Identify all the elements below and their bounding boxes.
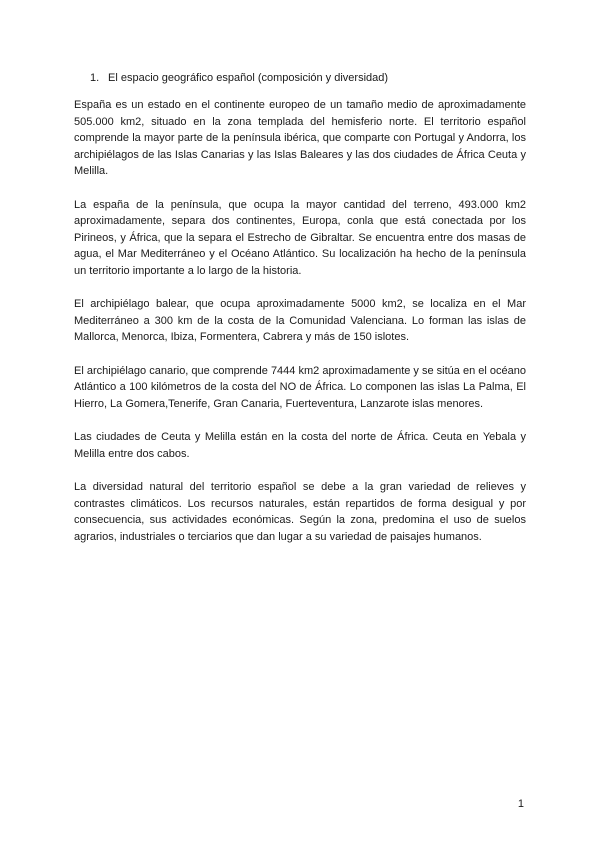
heading-title: El espacio geográfico español (composición y diversidad) (108, 72, 389, 84)
paragraph-ceuta-melilla: Las ciudades de Ceuta y Melilla están en la costa del norte de África. Ceuta en Yebala y Melilla entre dos cabos. (74, 431, 526, 460)
body-text (74, 97, 526, 562)
paragraph-peninsula: La españa de la península, que ocupa la mayor cantidad del terreno, 493.000 km2 aproximadamente, separa dos continentes, Europa, conla que está conectada por los Pirineos, y África, que la separa el Estrecho de Gibraltar. Se encuentra entre dos masas de agua, el Mar Mediterráneo y el Océano Atlántico. Su localización ha hecho de la península un territorio importante a lo largo de la historia. (74, 198, 526, 277)
paragraph-canary-archipelago: El archipiélago canario, que comprende 7444 km2 aproximadamente y se sitúa en el océano Atlántico a 100 kilómetros de la costa del NO de África. Lo componen las islas La Palma, El Hierro, La Gomera,Tenerife, Gran Canaria, Fuerteventura, Lanzarote islas menores. (74, 364, 526, 410)
paragraph-spain-overview: España es un estado en el continente europeo de un tamaño medio de aproximadamente 505.000 km2, situado en la zona templada del hemisferio norte. El territorio español comprende la mayor parte de la península ibérica, que comparte con Portugal y Andorra, los archipiélagos de las Islas Canarias y las Islas Baleares y las dos ciudades de África Ceuta y Melilla. (74, 99, 526, 177)
page-number: 1 (517, 798, 524, 810)
heading-number: 1. (90, 72, 100, 84)
section-heading (90, 70, 388, 86)
paragraph-balearic-archipelago: El archipiélago balear, que ocupa aproximadamente 5000 km2, se localiza en el Mar Mediterráneo a 300 km de la costa de la Comunidad Valenciana. Lo forman las islas de Mallorca, Menorca, Ibiza, Formentera, Cabrera y más de 150 islotes. (74, 298, 526, 343)
paragraph-natural-diversity: La diversidad natural del territorio español se debe a la gran variedad de relieves y contrastes climáticos. Los recursos naturales, están repartidos de forma desigual y por consecuencia, sus actividades económicas. Según la zona, predomina el uso de suelos agrarios, industriales o terciarios que dan lugar a su variedad de paisajes humanos. (74, 481, 526, 543)
